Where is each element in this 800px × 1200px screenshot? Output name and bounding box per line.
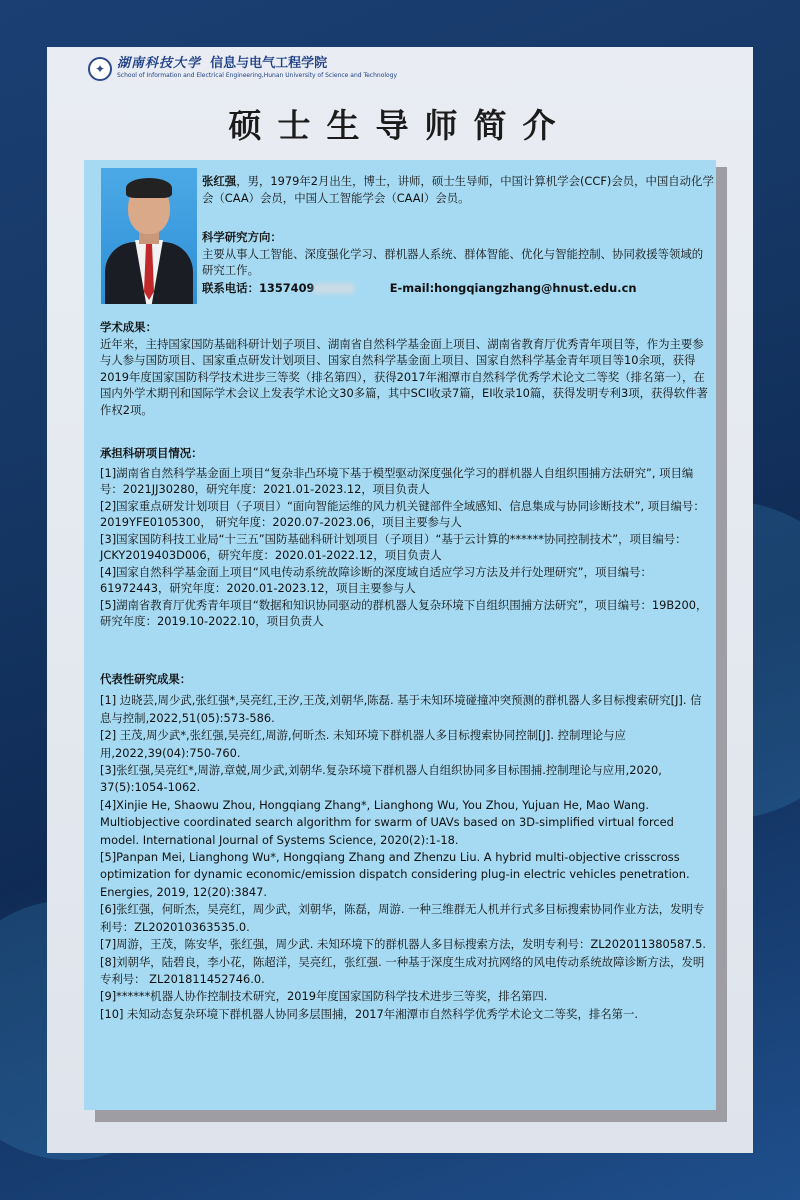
school-header xyxy=(88,54,397,84)
university-name: 湖南科技大学 xyxy=(117,56,202,71)
email-label: E-mail: xyxy=(389,281,435,295)
result-item: [7]周游，王茂，陈安华，张红强，周少武. 未知环境下的群机器人多目标搜索方法，发明专利号：ZL202011380587.5. xyxy=(100,937,706,952)
result-item: [10] 未知动态复杂环境下群机器人协同多层围捕，2017年湘潭市自然科学优秀学术论文二等奖，排名第一. xyxy=(100,1006,639,1021)
academic-label: 学术成果： xyxy=(100,320,157,334)
result-item: [1] 边晓芸,周少武,张红强*,吴亮红,王汐,王茂,刘朝华,陈磊. 基于未知环境碰撞冲突预测的群机器人多目标搜索研究[J]. 信息与控制,2022,51(05):573-586. xyxy=(100,693,702,725)
email-address: hongqiangzhang@hnust.edu.cn xyxy=(434,281,637,295)
project-item: [4]国家自然科学基金面上项目“风电传动系统故障诊断的深度域自适应学习方法及并行处理研究”，项目编号：61972443，研究年度：2020.01-2023.12，项目主要参与人 xyxy=(100,564,652,595)
research-label: 科学研究方向： xyxy=(202,230,282,244)
school-name-en: School of Information and Electrical Engineering,Hunan University of Science and Technology xyxy=(117,72,398,79)
phone-number: 1357409 xyxy=(258,281,315,295)
academic-text: 近年来，主持国家国防基础科研计划子项目、湖南省自然科学基金面上项目、湖南省教育厅优秀青年项目等，作为主要参与人参与国防项目、国家重点研发计划项目、国家自然科学基金面上项目、国家自然科学基金青年项目等10余项，获得2019年度国家国防科学技术进步三等奖（排名第四），获得2017年湘潭市自然科学优秀学术论文二等奖（排名第一），在国内外学术期刊和国际学术会议上发表学术论文30多篇，其中SCI收录7篇，EI收录10篇，获得发明专利3项，获得软件著作权2项。 xyxy=(100,336,708,417)
result-item: [8]刘朝华，陆碧良，李小花，陈超洋，吴亮红，张红强. 一种基于深度生成对抗网络的风电传动系统故障诊断方法，发明专利号： ZL201811452746.0. xyxy=(100,954,705,986)
phone-label: 联系电话： xyxy=(202,281,259,295)
school-name: 信息与电气工程学院 xyxy=(210,56,328,71)
project-item: [2]国家重点研发计划项目（子项目）“面向智能运维的风力机关键部件全域感知、信息集成与协同诊断技术”, 项目编号：2019YFE0105300， 研究年度：2020.07-2023.06，项目主要参与人 xyxy=(100,498,705,529)
result-item: [9]******机器人协作控制技术研究，2019年度国家国防科学技术进步三等奖，排名第四. xyxy=(100,989,548,1004)
result-item: [5]Panpan Mei, Lianghong Wu*, Hongqiang Zhang and Zhenzu Liu. A hybrid multi-objective crisscross optimization for dynamic economic/emission dispatch considering plug-in electric vehicles penetration. Energies, 2019, 12(20):3847. xyxy=(100,850,690,899)
research-text: 主要从事人工智能、深度强化学习、群机器人系统、群体智能、优化与智能控制、协同救援等领域的研究工作。 xyxy=(202,246,704,277)
result-item: [3]张红强,吴亮红*,周游,章兢,周少武,刘朝华.复杂环境下群机器人自组织协同多目标围捕.控制理论与应用,2020, 37(5):1054-1062. xyxy=(100,763,662,795)
project-item: [5]湖南省教育厅优秀青年项目“数据和知识协同驱动的群机器人复杂环境下自组织围捕方法研究”，项目编号：19B200，研究年度：2019.10-2022.10，项目负责人 xyxy=(100,597,708,628)
advisor-name: 张红强 xyxy=(202,174,237,188)
projects-section xyxy=(100,445,712,630)
results-section xyxy=(100,671,712,1023)
result-item: [6]张红强，何昕杰，吴亮红，周少武，刘朝华，陈磊，周游. 一种三维群无人机并行式多目标搜索协同作业方法，发明专利号：ZL202010363535.0. xyxy=(100,902,705,934)
research-direction xyxy=(202,229,714,279)
results-label: 代表性研究成果： xyxy=(100,672,192,686)
page-title: 硕士生导师简介 xyxy=(228,106,572,145)
project-item: [3]国家国防科技工业局“十三五”国防基础科研计划项目（子项目）“基于云计算的******协同控制技术”，项目编号：JCKY2019403D006，研究年度：2020.01-2022.12，项目负责人 xyxy=(100,531,687,562)
academic-section xyxy=(100,319,712,418)
phone-redaction xyxy=(314,283,354,294)
profile-intro-text: ，男，1979年2月出生，博士，讲师，硕士生导师，中国计算机学会(CCF)会员，中国自动化学会（CAA）会员，中国人工智能学会（CAAI）会员。 xyxy=(202,174,714,205)
result-item: [4]Xinjie He, Shaowu Zhou, Hongqiang Zhang*, Lianghong Wu, You Zhou, Yujuan He, Mao Wang. Multiobjective coordinated search algorithm for swarm of UAVs based on 3D-simplified virtual forced model. International Journal of Systems Science, 2020(2):1-18. xyxy=(100,797,674,847)
university-logo: ✦ xyxy=(88,57,112,81)
contact-line xyxy=(202,280,714,297)
project-item: [1]湖南省自然科学基金面上项目“复杂非凸环境下基于模型驱动深度强化学习的群机器人自组织围捕方法研究”, 项目编号：2021JJ30280，研究年度：2021.01-2023.12，项目负责人 xyxy=(100,465,694,496)
portrait-photo xyxy=(101,168,197,304)
result-item: [2] 王茂,周少武*,张红强,吴亮红,周游,何昕杰. 未知环境下群机器人多目标搜索协同控制[J]. 控制理论与应用,2022,39(04):750-760. xyxy=(100,728,626,760)
projects-label: 承担科研项目情况： xyxy=(100,446,203,460)
profile-intro xyxy=(202,173,714,206)
